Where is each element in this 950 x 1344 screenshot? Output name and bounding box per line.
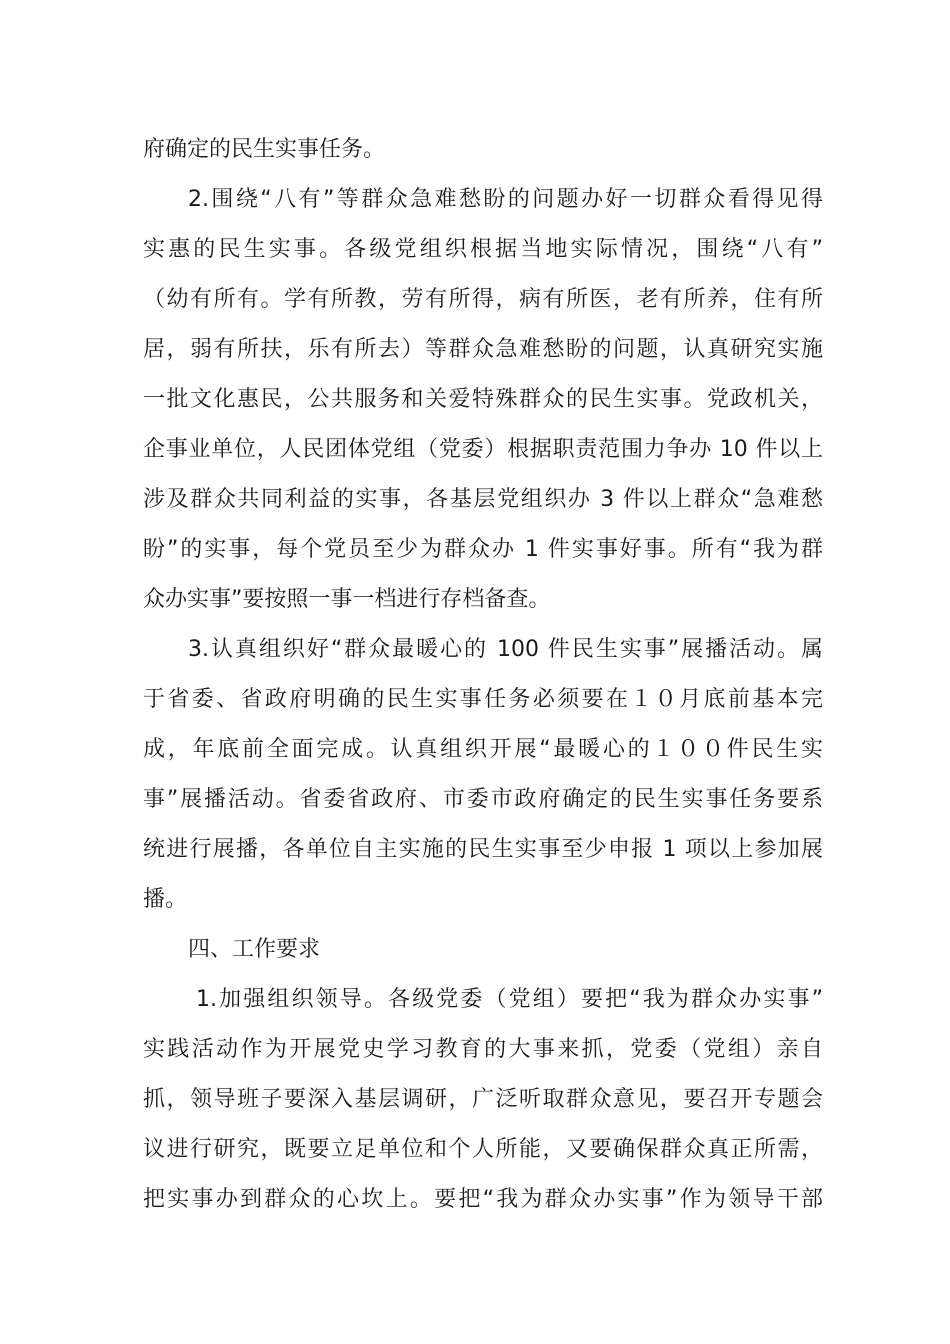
text-line: 企事业单位，人民团体党组（党委）根据职责范围力争办 10 件以上 [143,437,823,462]
section-heading: 四、工作要求 [188,937,321,962]
text-line: 统进行展播，各单位自主实施的民生实事至少申报 1 项以上参加展 [143,837,823,862]
text-line: 议进行研究，既要立足单位和个人所能，又要确保群众真正所需， [143,1137,823,1162]
text-line: 实践活动作为开展党史学习教育的大事来抓，党委（党组）亲自 [143,1037,823,1062]
text-line: 居，弱有所扶，乐有所去）等群众急难愁盼的问题，认真研究实施 [143,337,823,362]
text-line: 于省委、省政府明确的民生实事任务必须要在１０月底前基本完 [143,687,823,712]
text-line: 府确定的民生实事任务。 [143,137,386,162]
text-line: 事”展播活动。省委省政府、市委市政府确定的民生实事任务要系 [143,787,823,812]
text-line: 涉及群众共同利益的实事，各基层党组织办 3 件以上群众“急难愁 [143,487,823,512]
text-line: 1.加强组织领导。各级党委（党组）要把“我为群众办实事” [196,987,823,1012]
text-line: 2.围绕“八有”等群众急难愁盼的问题办好一切群众看得见得 [188,187,823,212]
text-line: 盼”的实事，每个党员至少为群众办 1 件实事好事。所有“我为群 [143,537,823,562]
text-line: 3.认真组织好“群众最暖心的 100 件民生实事”展播活动。属 [188,637,823,662]
text-line: 众办实事”要按照一事一档进行存档备查。 [143,587,551,612]
text-line: 抓，领导班子要深入基层调研，广泛听取群众意见，要召开专题会 [143,1087,823,1112]
text-line: 成，年底前全面完成。认真组织开展“最暖心的１００件民生实 [143,737,823,762]
text-line: 把实事办到群众的心坎上。要把“我为群众办实事”作为领导干部 [143,1187,823,1212]
text-line: （幼有所有。学有所教，劳有所得，病有所医，老有所养，住有所 [143,287,823,312]
text-line: 播。 [143,887,188,912]
text-line: 一批文化惠民，公共服务和关爱特殊群众的民生实事。党政机关， [143,387,823,412]
text-line: 实惠的民生实事。各级党组织根据当地实际情况，围绕“八有” [143,237,823,262]
